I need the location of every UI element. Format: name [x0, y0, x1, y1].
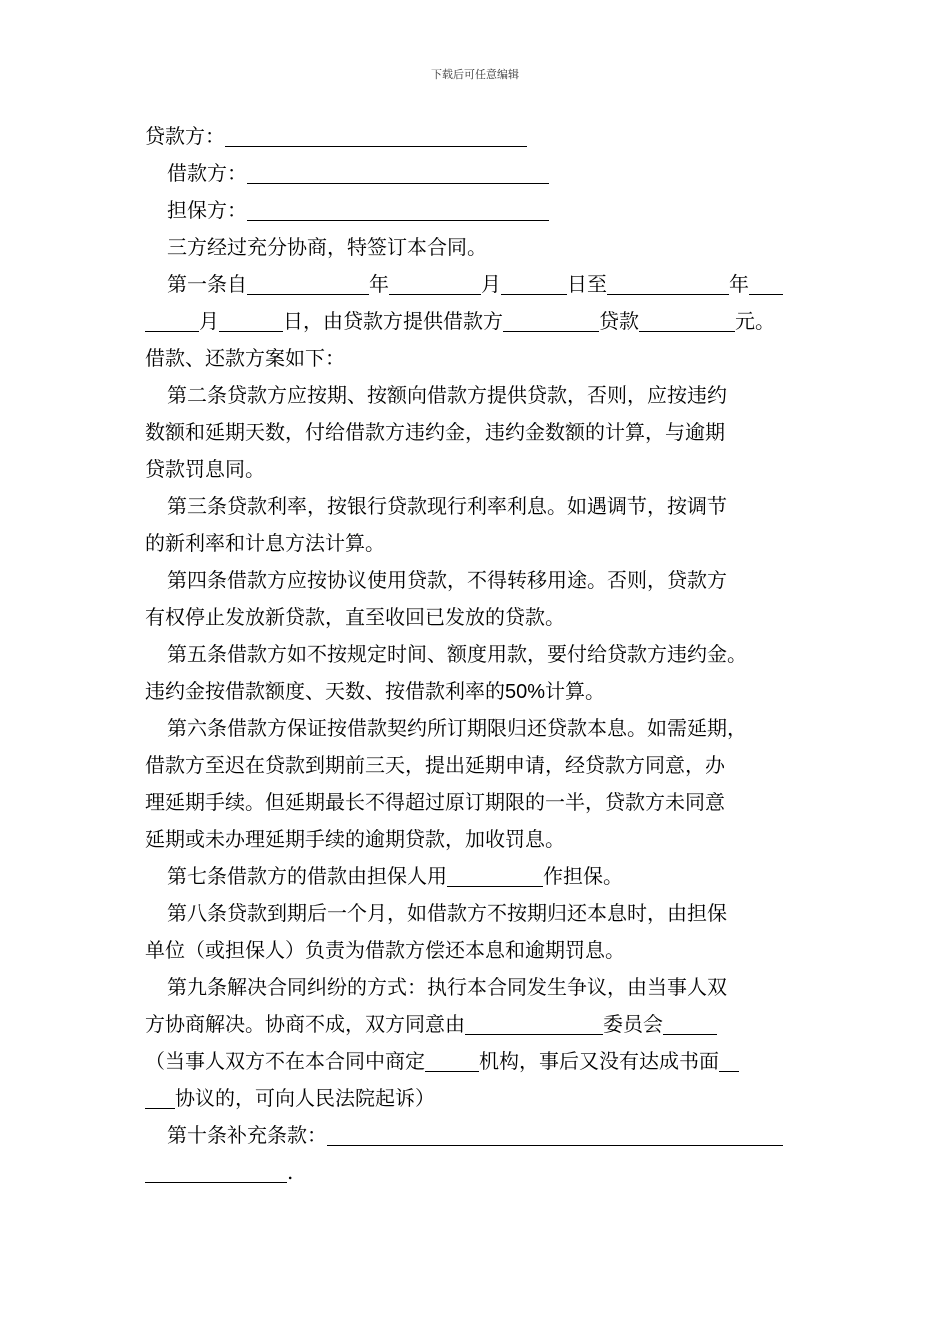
blank: [425, 1049, 479, 1072]
art5-line: 第五条借款方如不按规定时间、额度用款，要付给贷款方违约金。: [167, 642, 747, 666]
art1-line2: [145, 303, 815, 340]
art9-text: 机构，事后又没有达成书面: [479, 1049, 719, 1073]
art1-line1: [145, 266, 815, 303]
lender-line: [145, 118, 815, 155]
art6-line: 借款方至迟在贷款到期前三天，提出延期申请，经贷款方同意，办: [145, 753, 725, 777]
art1-text: 月: [481, 272, 501, 296]
blank: [465, 1012, 603, 1035]
art2-line: 数额和延期天数，付给借款方违约金，违约金数额的计算，与逾期: [145, 420, 725, 444]
art5-text: 计算。: [545, 679, 606, 703]
blank: [389, 272, 481, 295]
lender-blank: [225, 124, 527, 147]
art5-percent: 50%: [505, 681, 546, 703]
art9-line3: [145, 1043, 815, 1080]
blank: [219, 309, 283, 332]
borrower-line: [145, 155, 815, 192]
art4-line: 有权停止发放新贷款，直至收回已发放的贷款。: [145, 605, 565, 629]
blank: [247, 272, 369, 295]
art1-text: 元。: [735, 309, 775, 333]
art6-line: 延期或未办理延期手续的逾期贷款，加收罚息。: [145, 827, 565, 851]
intro-line: 三方经过充分协商，特签订本合同。: [167, 235, 487, 259]
art10-line: [145, 1117, 815, 1154]
blank: [447, 864, 543, 887]
art1-text: 日至: [567, 272, 607, 296]
art1-text: 月: [199, 309, 219, 333]
art1-line3: 借款、还款方案如下：: [145, 346, 345, 370]
blank: [719, 1049, 739, 1072]
guarantor-line: [145, 192, 815, 229]
blank: [663, 1012, 717, 1035]
art10-line2: [145, 1154, 815, 1191]
art7-text: 第七条借款方的借款由担保人用: [167, 864, 447, 888]
art1-text: 第一条自: [167, 272, 247, 296]
contract-body: [145, 118, 815, 1191]
art5-text: 违约金按借款额度、天数、按借款利率的: [145, 679, 505, 703]
guarantor-label: 担保方：: [167, 198, 247, 222]
art6-line: 第六条借款方保证按借款契约所订期限归还贷款本息。如需延期，: [167, 716, 747, 740]
art9-line: 第九条解决合同纠纷的方式：执行本合同发生争议，由当事人双: [167, 975, 727, 999]
blank: [503, 309, 599, 332]
art1-text: 年: [369, 272, 389, 296]
art1-text: 贷款: [599, 309, 639, 333]
guarantor-blank: [247, 198, 549, 221]
blank: [749, 272, 783, 295]
art2-line: 贷款罚息同。: [145, 457, 265, 481]
art9-line2: [145, 1006, 815, 1043]
blank: [327, 1123, 783, 1146]
blank: [607, 272, 729, 295]
lender-label: 贷款方：: [145, 124, 225, 148]
art8-line: 单位（或担保人）负责为借款方偿还本息和逾期罚息。: [145, 938, 625, 962]
blank: [501, 272, 567, 295]
borrower-label: 借款方：: [167, 161, 247, 185]
art7-text: 作担保。: [543, 864, 623, 888]
blank: [145, 1086, 175, 1109]
art4-line: 第四条借款方应按协议使用贷款，不得转移用途。否则，贷款方: [167, 568, 727, 592]
header-note: 下载后可任意编辑: [431, 68, 519, 81]
art10-end: .: [287, 1160, 294, 1184]
art5-line2: [145, 673, 815, 710]
blank: [639, 309, 735, 332]
art2-line: 第二条贷款方应按期、按额向借款方提供贷款，否则，应按违约: [167, 383, 727, 407]
art1-text: 日，由贷款方提供借款方: [283, 309, 503, 333]
art9-text: （当事人双方不在本合同中商定: [145, 1049, 425, 1073]
blank: [145, 1160, 287, 1183]
art10-label: 第十条补充条款：: [167, 1123, 327, 1147]
borrower-blank: [247, 161, 549, 184]
art8-line: 第八条贷款到期后一个月，如借款方不按期归还本息时，由担保: [167, 901, 727, 925]
art3-line: 的新利率和计息方法计算。: [145, 531, 385, 555]
art6-line: 理延期手续。但延期最长不得超过原订期限的一半，贷款方未同意: [145, 790, 725, 814]
art9-line4: [145, 1080, 815, 1117]
blank: [145, 309, 199, 332]
art7-line: [145, 858, 815, 895]
art9-text: 方协商解决。协商不成，双方同意由: [145, 1012, 465, 1036]
art9-text: 委员会: [603, 1012, 663, 1036]
art9-text: 协议的，可向人民法院起诉）: [175, 1086, 435, 1110]
art1-text: 年: [729, 272, 749, 296]
art3-line: 第三条贷款利率，按银行贷款现行利率利息。如遇调节，按调节: [167, 494, 727, 518]
